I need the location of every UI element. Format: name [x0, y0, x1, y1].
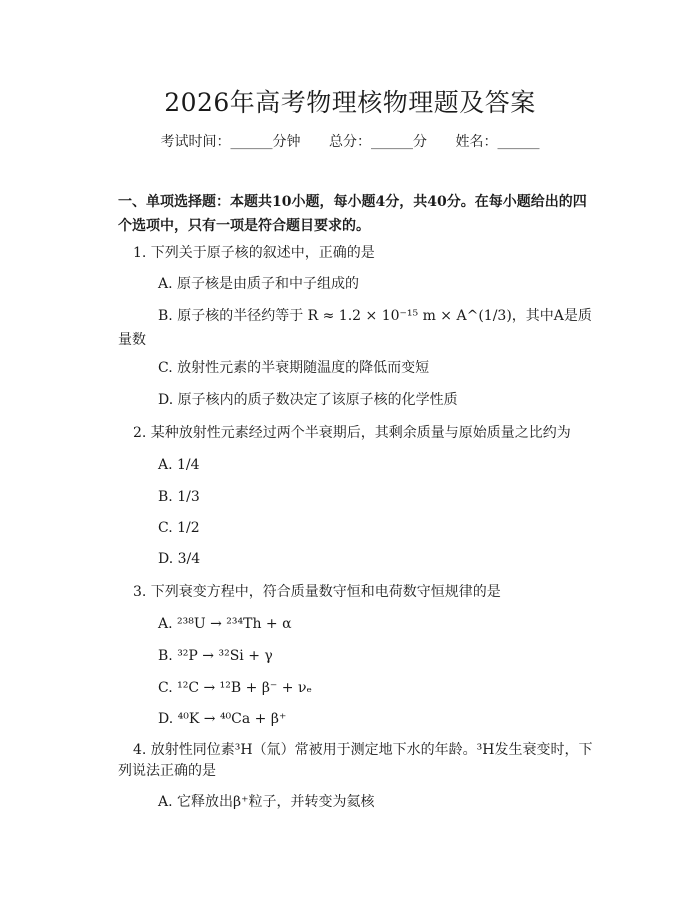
question-1-option-d: D. 原子核内的质子数决定了该原子核的化学性质 [158, 392, 458, 408]
question-3-stem: 3. 下列衰变方程中，符合质量数守恒和电荷数守恒规律的是 [133, 584, 501, 600]
question-2-option-a: A. 1/4 [158, 457, 200, 473]
exam-time: 考试时间：______分钟 [160, 134, 301, 150]
student-name: 姓名：______ [455, 134, 540, 150]
question-4-option-a: A. 它释放出β⁺粒子，并转变为氦核 [158, 794, 375, 810]
question-2-option-c: C. 1/2 [158, 520, 200, 536]
exam-score: 总分：______分 [329, 134, 427, 150]
section-heading: 一、单项选择题：本题共10小题，每小题4分，共40分。在每小题给出的四个选项中，只有一项是符合题目要求的。 [118, 194, 587, 234]
question-2-stem: 2. 某种放射性元素经过两个半衰期后，其剩余质量与原始质量之比约为 [133, 425, 571, 441]
question-1-option-c: C. 放射性元素的半衰期随温度的降低而变短 [158, 360, 430, 376]
question-4-stem: 4. 放射性同位素³H（氚）常被用于测定地下水的年龄。³H发生衰变时，下列说法正确的是 [118, 742, 593, 779]
page-title: 2026年高考物理核物理题及答案 [164, 88, 536, 117]
question-2-option-b: B. 1/3 [158, 489, 200, 505]
question-3-option-a: A. ²³⁸U → ²³⁴Th + α [158, 616, 292, 632]
question-3-option-c: C. ¹²C → ¹²B + β⁻ + νₑ [158, 680, 312, 696]
question-3-option-b: B. ³²P → ³²Si + γ [158, 648, 273, 664]
question-2-option-d: D. 3/4 [158, 551, 201, 567]
question-1-option-a: A. 原子核是由质子和中子组成的 [158, 276, 360, 292]
question-1-option-b: B. 原子核的半径约等于 R ≈ 1.2 × 10⁻¹⁵ m × A^(1/3)，其中A是质量数 [118, 308, 592, 348]
question-3-option-d: D. ⁴⁰K → ⁴⁰Ca + β⁺ [158, 711, 287, 727]
exam-meta [0, 131, 700, 151]
question-1-stem: 1. 下列关于原子核的叙述中，正确的是 [133, 245, 375, 261]
